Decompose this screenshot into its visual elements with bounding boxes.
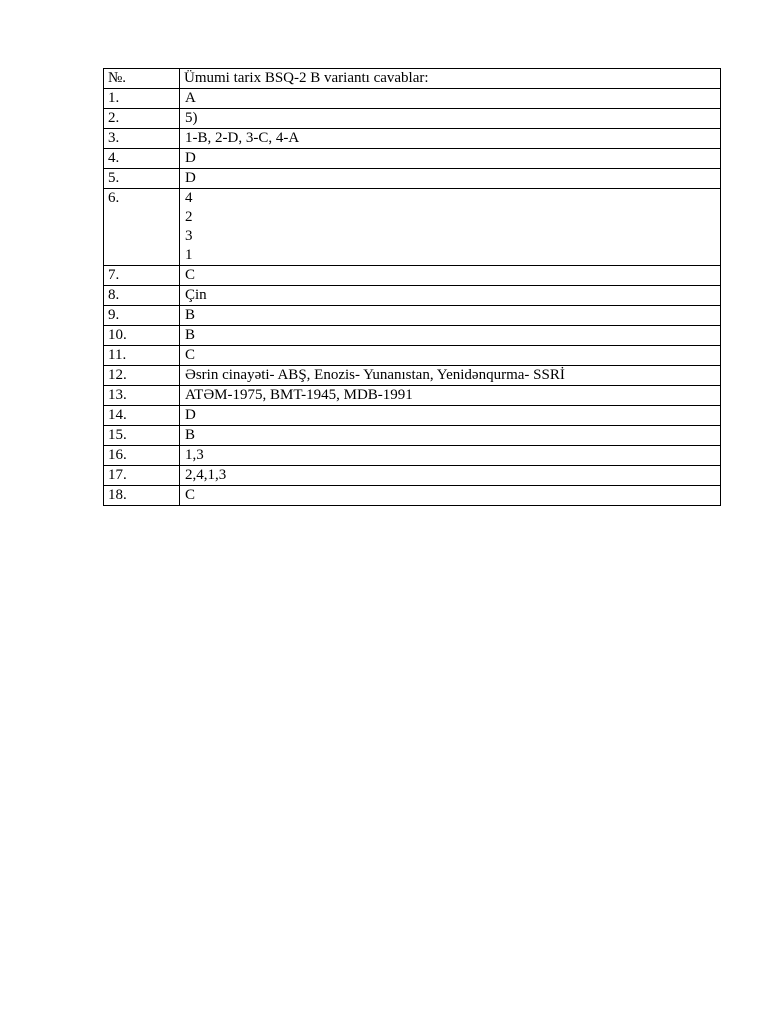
answer-line: 2,4,1,3 xyxy=(185,467,227,483)
answer-line: 1,3 xyxy=(185,447,204,463)
table-row xyxy=(104,189,721,266)
answer-line: 1-B, 2-D, 3-C, 4-A xyxy=(185,130,300,146)
question-number-cell: 18. xyxy=(104,486,180,506)
table-row xyxy=(104,129,721,149)
answer-cell xyxy=(180,486,721,506)
table-row xyxy=(104,286,721,306)
answer-cell xyxy=(180,149,721,169)
header-title-cell: Ümumi tarix BSQ-2 B variantı cavablar: xyxy=(180,69,721,89)
answer-line: B xyxy=(185,307,196,323)
answer-line: B xyxy=(185,327,196,343)
question-number-cell: 13. xyxy=(104,386,180,406)
question-number-cell: 17. xyxy=(104,466,180,486)
question-number-cell: 16. xyxy=(104,446,180,466)
question-number-cell: 7. xyxy=(104,266,180,286)
answer-line: D xyxy=(185,170,196,186)
question-number-cell: 5. xyxy=(104,169,180,189)
table-row xyxy=(104,169,721,189)
answer-cell xyxy=(180,406,721,426)
answer-cell xyxy=(180,129,721,149)
table-row xyxy=(104,466,721,486)
answer-line: C xyxy=(185,487,196,503)
table-row xyxy=(104,386,721,406)
answer-line: ATƏM-1975, BMT-1945, MDB-1991 xyxy=(185,387,413,403)
answer-cell xyxy=(180,286,721,306)
answer-key-table xyxy=(103,68,721,506)
answer-line: D xyxy=(185,150,196,166)
answer-line: D xyxy=(185,407,196,423)
answer-rows xyxy=(104,89,721,506)
table-row xyxy=(104,326,721,346)
answer-line: C xyxy=(185,347,196,363)
answer-line: 3 xyxy=(185,228,193,244)
answer-cell xyxy=(180,266,721,286)
answer-cell xyxy=(180,306,721,326)
table-row xyxy=(104,149,721,169)
question-number-cell: 6. xyxy=(104,189,180,266)
answer-line: 4 xyxy=(185,190,193,206)
answer-line: Əsrin cinayəti- ABŞ, Enozis- Yunanıstan, Yenidənqurma- SSRİ xyxy=(185,367,565,383)
answer-cell xyxy=(180,326,721,346)
question-number-cell: 1. xyxy=(104,89,180,109)
table-row xyxy=(104,266,721,286)
answer-line: 2 xyxy=(185,209,193,225)
question-number-cell: 12. xyxy=(104,366,180,386)
header-number-cell: №. xyxy=(104,69,180,89)
table-row xyxy=(104,89,721,109)
answer-cell xyxy=(180,109,721,129)
question-number-cell: 15. xyxy=(104,426,180,446)
table-row xyxy=(104,446,721,466)
question-number-cell: 14. xyxy=(104,406,180,426)
question-number-cell: 11. xyxy=(104,346,180,366)
table-header-row xyxy=(104,69,721,89)
table-row xyxy=(104,426,721,446)
table-row xyxy=(104,109,721,129)
answer-line: C xyxy=(185,267,196,283)
answer-cell xyxy=(180,189,721,266)
answer-line: 5) xyxy=(185,110,198,126)
answer-cell xyxy=(180,346,721,366)
answer-cell xyxy=(180,446,721,466)
question-number-cell: 4. xyxy=(104,149,180,169)
question-number-cell: 8. xyxy=(104,286,180,306)
answer-line: A xyxy=(185,90,196,106)
answer-cell xyxy=(180,386,721,406)
question-number-cell: 9. xyxy=(104,306,180,326)
table-row xyxy=(104,406,721,426)
question-number-cell: 10. xyxy=(104,326,180,346)
answer-cell xyxy=(180,89,721,109)
answer-cell xyxy=(180,169,721,189)
answer-cell xyxy=(180,426,721,446)
answer-line: Çin xyxy=(185,287,207,303)
answer-line: B xyxy=(185,427,196,443)
answer-cell xyxy=(180,466,721,486)
answer-line: 1 xyxy=(185,247,193,263)
table-row xyxy=(104,346,721,366)
answer-cell xyxy=(180,366,721,386)
table-row xyxy=(104,486,721,506)
table-row xyxy=(104,306,721,326)
question-number-cell: 2. xyxy=(104,109,180,129)
table-row xyxy=(104,366,721,386)
question-number-cell: 3. xyxy=(104,129,180,149)
